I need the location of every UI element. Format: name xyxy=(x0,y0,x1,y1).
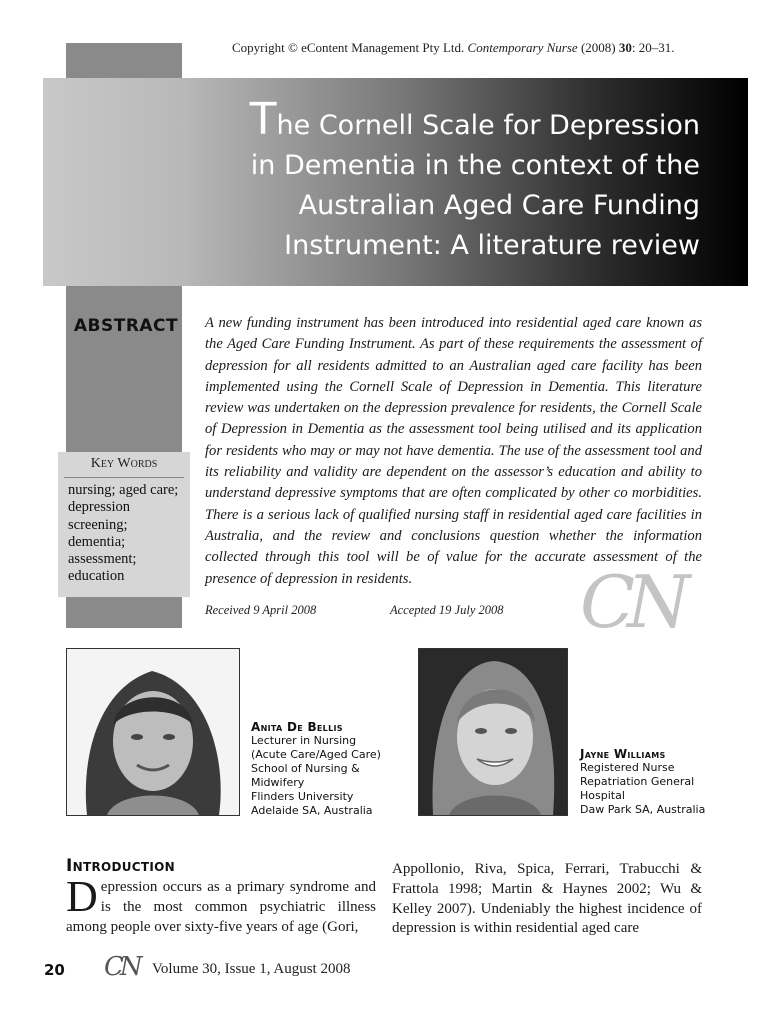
author-1-line-5: Flinders University xyxy=(251,790,354,803)
author-1-name: Anita De Bellis xyxy=(251,720,343,734)
received-date: Received 9 April 2008 xyxy=(205,603,317,617)
author-1-line-2: (Acute Care/Aged Care) xyxy=(251,748,381,761)
author-2-line-1: Registered Nurse xyxy=(580,761,675,774)
introduction-column-1 xyxy=(66,872,376,937)
introduction-column-2: Appollonio, Riva, Spica, Ferrari, Trabucchi & Frattola 1998; Martin & Haynes 2002; Wu & Kelley 2007). Undeniably the highest incidence of depression is within residential aged care xyxy=(392,861,702,937)
author-2-line-4: Daw Park SA, Australia xyxy=(580,803,706,816)
introduction-dropcap: D xyxy=(66,872,98,921)
introduction-col1-text: epression occurs as a primary syndrome and is the most common psychiatric illness among people over sixty-five years of age (Gori, xyxy=(66,879,376,935)
keywords-list: nursing; aged care; depression screening; dementia; assessment; education xyxy=(68,482,179,585)
title-line-3: Australian Aged Care Funding xyxy=(298,190,700,221)
footer-cn-logo: CN xyxy=(104,952,139,982)
abstract-heading: ABSTRACT xyxy=(73,316,179,336)
author-2-info xyxy=(580,747,740,817)
title-line-1: he Cornell Scale for Depression xyxy=(276,110,700,141)
article-title xyxy=(180,94,700,266)
copyright-prefix: Copyright © eContent Management Pty Ltd. xyxy=(232,40,465,55)
author-photo-1 xyxy=(66,648,240,816)
journal-year: (2008) xyxy=(580,40,616,55)
author-1-line-4: Midwifery xyxy=(251,776,305,789)
keywords-divider xyxy=(64,477,184,478)
introduction-heading: Introduction xyxy=(66,856,176,876)
keywords-heading: Key Words xyxy=(90,456,158,471)
decorative-strip-top xyxy=(66,43,182,79)
author-2-line-2: Repatriation General xyxy=(580,775,695,788)
copyright-line xyxy=(232,40,674,56)
author-photo-2 xyxy=(418,648,568,816)
author-2-name: Jayne Williams xyxy=(580,747,666,761)
title-dropcap: T xyxy=(249,94,277,145)
author-1-info xyxy=(251,720,401,818)
journal-name: Contemporary Nurse xyxy=(467,40,578,55)
author-2-line-3: Hospital xyxy=(580,789,625,802)
title-line-4: Instrument: A literature review xyxy=(284,230,700,261)
journal-volume: 30 xyxy=(618,40,632,55)
journal-pages: : 20–31. xyxy=(631,40,675,55)
title-line-2: in Dementia in the context of the xyxy=(250,150,700,181)
cn-watermark-logo: CN xyxy=(580,560,683,644)
author-1-line-3: School of Nursing & xyxy=(251,762,360,775)
accepted-date: Accepted 19 July 2008 xyxy=(390,603,504,617)
footer-issue-info: Volume 30, Issue 1, August 2008 xyxy=(152,961,351,977)
page-number: 20 xyxy=(44,961,65,979)
author-1-line-6: Adelaide SA, Australia xyxy=(251,804,373,817)
abstract-body: A new funding instrument has been introduced into residential aged care known as the Aged Care Funding Instrument. As part of these requirements the assessment of depression for all residents admitted to an Australian aged care facility has been implemented using the Cornell Scale of Depression in Dementia. This literature review was undertaken on the depression prevalence for residents, the Cornell Scale of Depression in Dementia as the assessment tool being utilised and its application for residents who may or may not have dementia. The use of the assessment tool and its reliability and validity are dependent on the assessor’s education and ability to understand depressive symptoms that are often complicated by other co morbidities. There is a serious lack of qualified nursing staff in residential aged care facilities in Australia, and the review and conclusions question whether the information collected through this tool will be of value for the accurate assessment of the presence of depression in residents. xyxy=(205,315,702,587)
author-1-line-1: Lecturer in Nursing xyxy=(251,734,357,747)
